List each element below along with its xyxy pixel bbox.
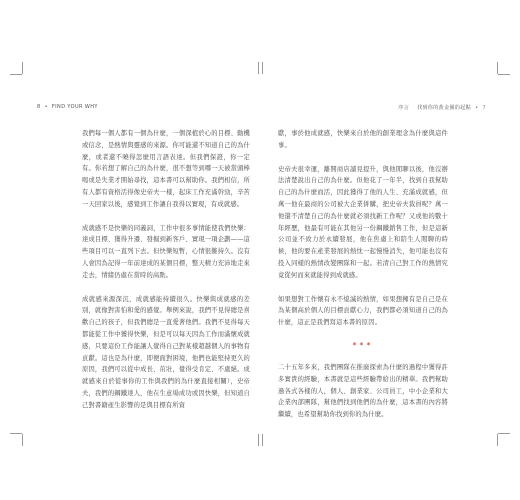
crop-mark — [497, 434, 498, 446]
crop-mark — [498, 433, 510, 434]
crop-mark — [262, 62, 263, 74]
paragraph: 史帝夫很幸運，離開商店讀見提升，與他閒聊以後，他沒辦法清楚說出自己的為什麼。但他花了一年半，找到自我幫助自己的為什麼而活，因此獲得了他的人生、充滿成就感，但萬一他在最商的公司被大企業併購，把史帝夫裁員呢？萬一他還不清楚自己的為什麼就必須找新工作呢？又或他的數十年經歷，他最有可能在其他另一份鋼鐵銷售工作，但是這新公司並不致力於永續發展，他在焦慮上和陪生人閒聊的時候，他的要在產業發展的熱忱一起慢慢消失，他可能也沒有投入同樣的熱情改變團隊和一起。若清自己對工作的熱情究竟從何而來就能得到成就感。 — [278, 165, 448, 279]
page-number-right: 7 — [482, 105, 486, 111]
chapter-title: 找到你的黃金圈的起點 — [417, 105, 472, 111]
left-page-body — [82, 128, 250, 424]
crop-mark — [10, 74, 22, 75]
page-number-left: 8 — [37, 104, 41, 110]
crop-mark — [262, 434, 263, 446]
crop-mark — [10, 433, 22, 434]
paragraph: 成就感來源深沉，成就感能持續很久。快樂與成就感的差別，就像對害怕和愛的感覺。舉例來說，我們不見得總是喜歡自己的孩子，但我們總是一直愛著他們。我們不見得每天都能從工作中獲得快樂，但是可以每天因為工作而滿懷成就感，只要這份工作能讓人覺得自己對某樣超越個人的事物有貢獻。這也是為什麼，即便面對困境，他們也能堅持更久的原因，我們可以從中成長、茁壯，覺得受肯定、不處絕。成就感來自於從事你的工作與我們的為什麼直接相關），史帝夫，我們的鋼鐵達人，他在生意場成功或因快樂，但知道自己對書籍產生影響的是與目標有所資 — [82, 295, 250, 409]
paragraph: 成就感不是快樂的同義詞，工作中很多事情能使我們快樂：達成目標、獲得升遷、發掘到新客戶、實現一項企劃——這些項目可以一直列下去。但快樂短暫，心情很難持久。沒有人會因為記得一年前達成的某個目標，整天精力充沛地走來走去，情緒仍處在當時的高點。 — [82, 224, 250, 279]
crop-mark — [258, 62, 259, 74]
crop-mark — [497, 62, 498, 74]
right-page-body — [278, 128, 448, 433]
paragraph: 如果想對工作懷有永不熄滅的熱情，如果想擁有是自己是在為某個高於個人的目標貢獻心力，我們都必須知道自己的為什麼，這正是我們寫這本書的原因。 — [278, 295, 448, 327]
chapter-label: 序言 — [398, 105, 410, 111]
paragraph: 二十五年多來，我們團隊在推廣探索為什麼的過程中獲得許多實貴的經驗，本書就是這些經驗帶給出的精華。我們幫助過各式各樣的人，個人、創業家、公司員工，中小企業和大企業內部團隊，幫他們找到他們的為什麼，這本書的內容將繼續，也希望幫助你找到你的為什麼。 — [278, 363, 448, 419]
crop-mark — [22, 62, 23, 74]
crop-mark — [22, 434, 23, 446]
paragraph: 獻，事於他成就感，快樂來自於他的創業理念為什麼與這件事。 — [278, 130, 448, 149]
book-title: FIND YOUR WHY — [51, 104, 98, 110]
running-header-left: 8 • FIND YOUR WHY — [37, 104, 98, 110]
paragraph: 我們每一個人都有一個為什麼，一個深植於心的目標、動機或信念，是熱情與靈感的來源。你可能還不知道自己的為什麼，或者還不曉得怎麼用言語表達。但我們保證，你一定有。你若想了解自己的為什麼，很不想等到哪一天被當頭棒喝或是失業才開始尋找，這本書可以幫助你。我們相信，所有人都有資格活得像史帝夫一樣，起床工作充滿幹勁，辛苦一天回家以後，感覺到工作讓自我得以實現，有成就感。 — [82, 130, 250, 208]
crop-mark — [498, 74, 510, 75]
crop-mark — [258, 434, 259, 446]
running-header-right: 序言 找到你的黃金圈的起點 • 7 — [398, 105, 486, 111]
section-separator: *** — [352, 340, 374, 350]
